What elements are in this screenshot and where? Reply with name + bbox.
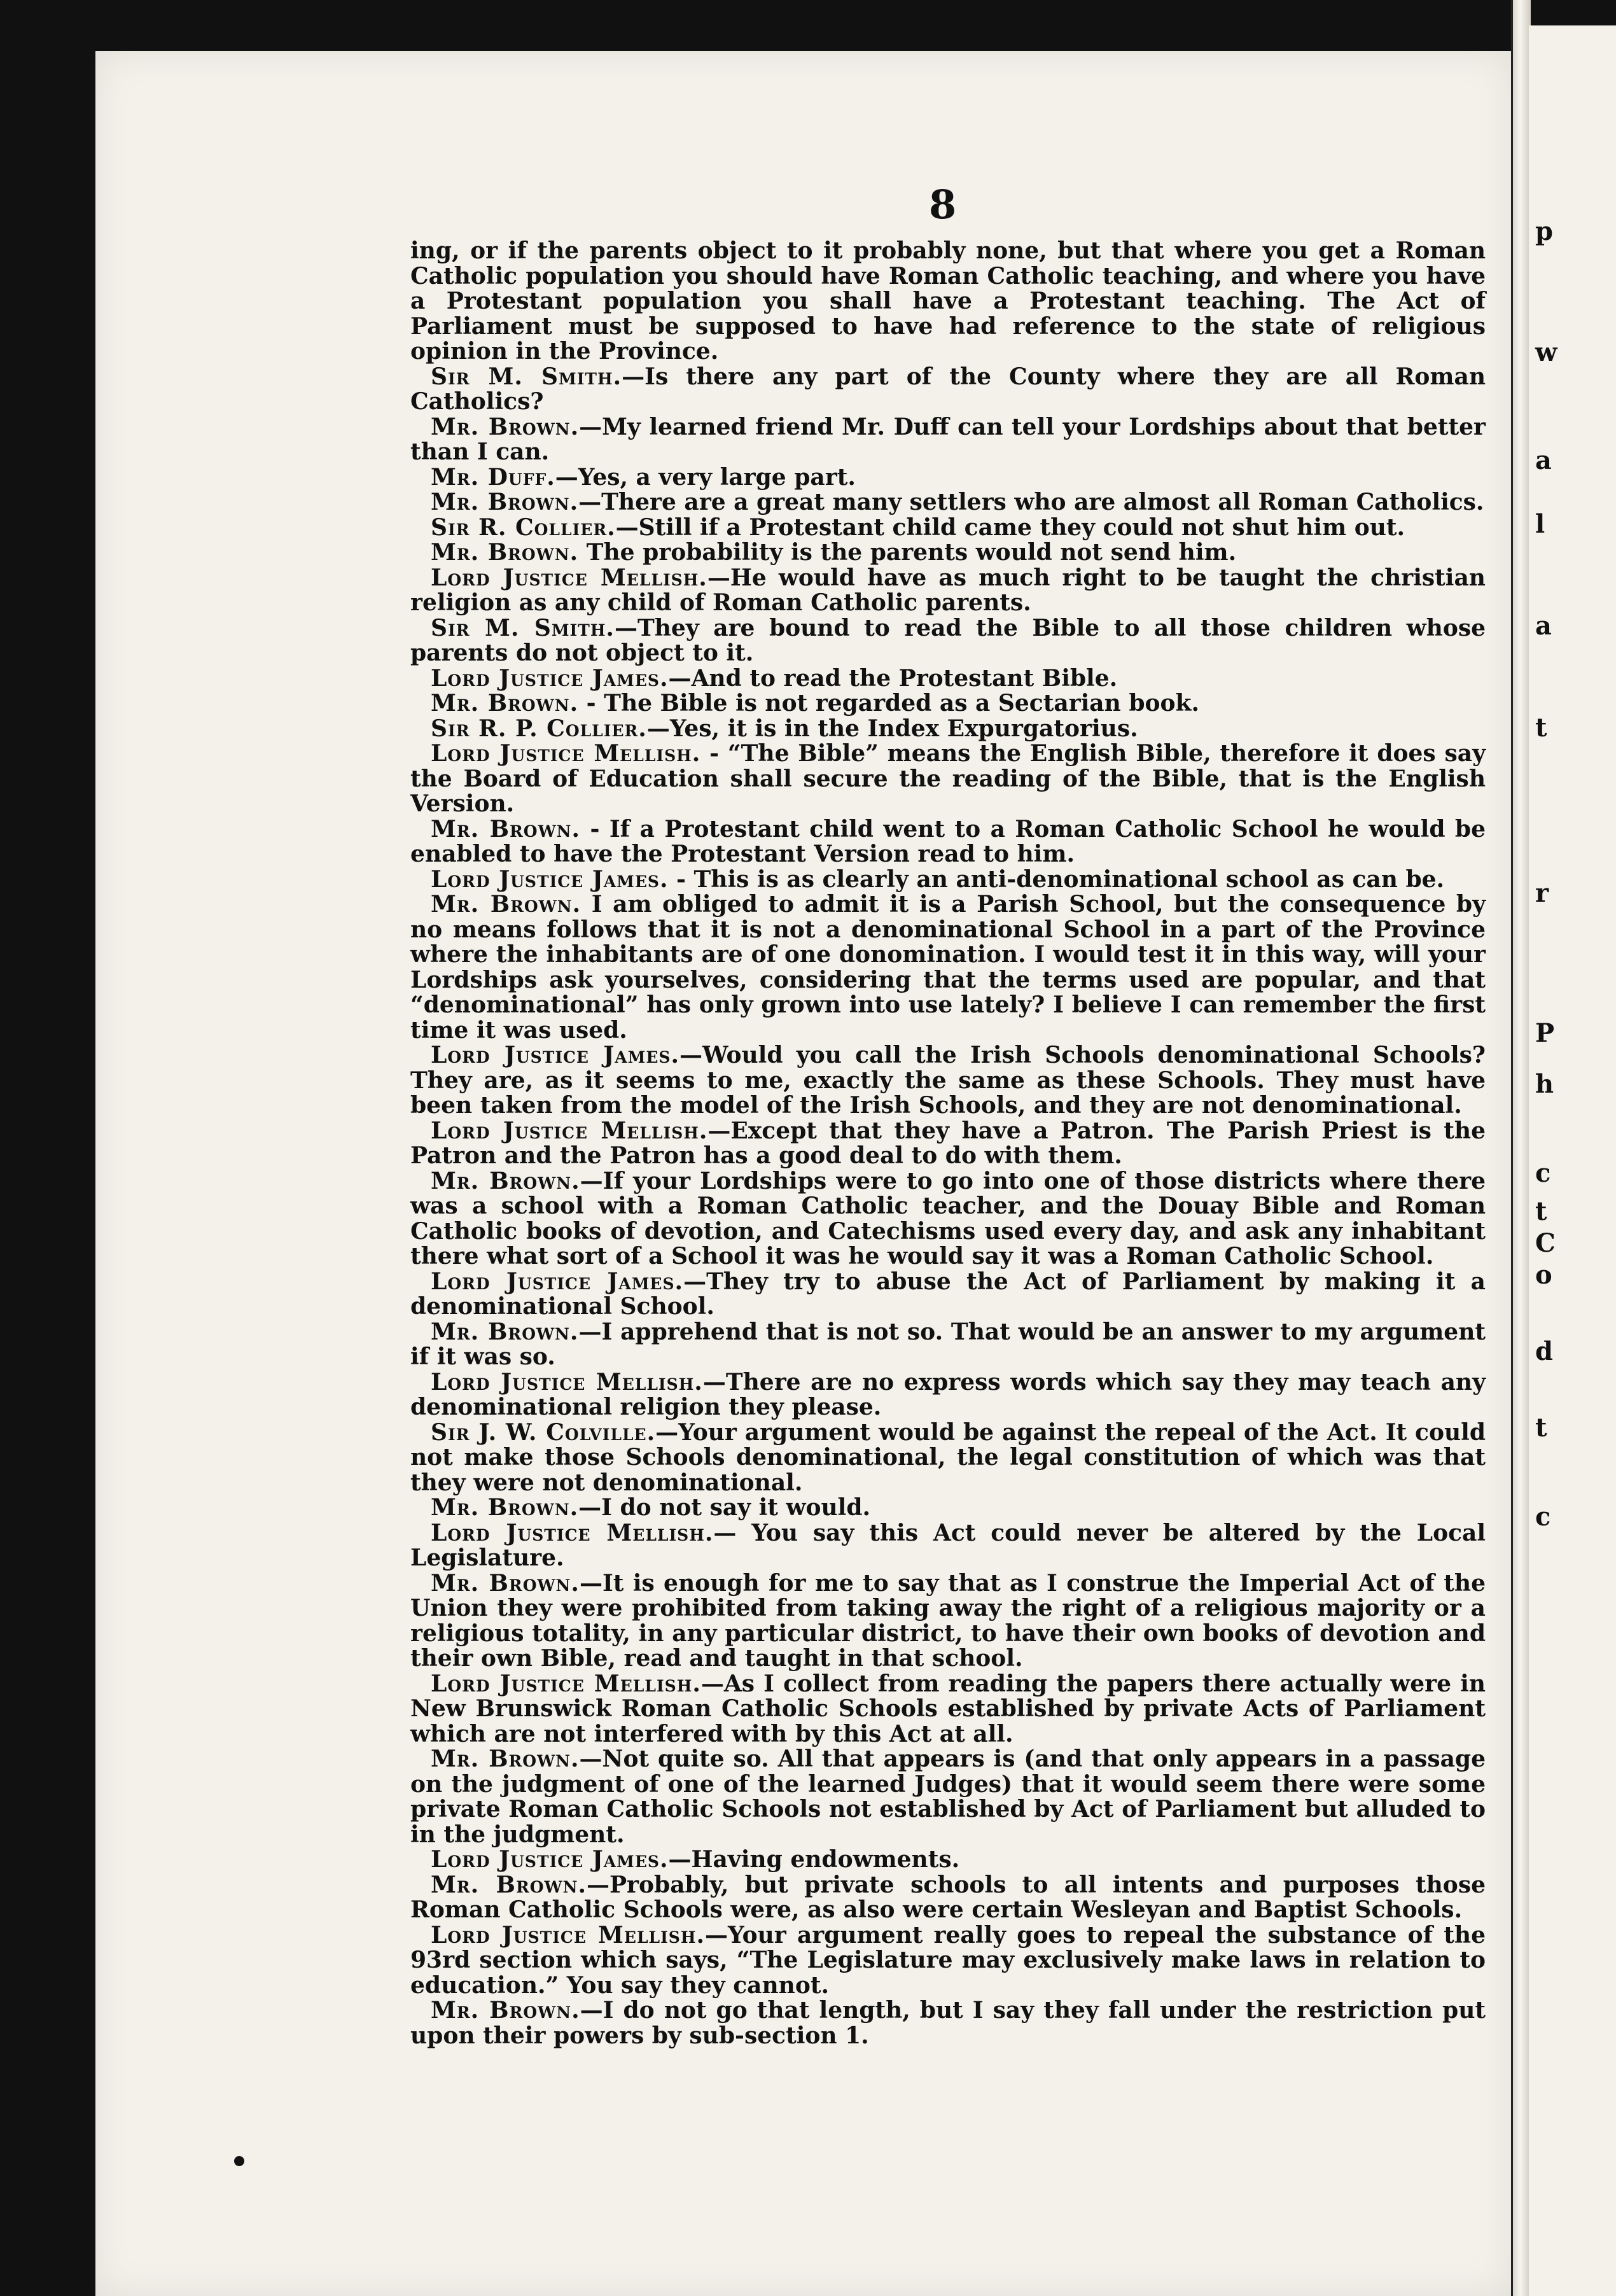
book-page xyxy=(95,51,1511,2296)
transcript-paragraph xyxy=(410,1043,1486,1119)
transcript-paragraph xyxy=(410,867,1486,893)
speaker-name: Lord Justice Mellish. xyxy=(431,1519,714,1546)
speaker-name: Mr. Duff. xyxy=(431,463,555,491)
adjacent-page-letter: t xyxy=(1535,713,1547,743)
speech-text: —Your argument would be against the repeal of the Act. It could not make those Schools denominational, the legal constitution of which was that they were not denominational. xyxy=(410,1418,1486,1496)
adjacent-page-letter: o xyxy=(1535,1260,1552,1290)
transcript-paragraph xyxy=(410,1370,1486,1420)
speech-text: —And to read the Protestant Bible. xyxy=(668,664,1118,692)
speaker-name: Sir J. W. Colville. xyxy=(431,1418,656,1446)
speaker-name: Mr. Brown. xyxy=(431,1494,579,1521)
speaker-name: Lord Justice Mellish. xyxy=(431,740,701,767)
speaker-name: Mr. Brown. xyxy=(431,539,579,566)
adjacent-page-letter: r xyxy=(1535,878,1549,908)
speech-text: —I do not say it would. xyxy=(578,1494,871,1521)
speech-text: —Your argument really goes to repeal the substance of the 93rd section which says, “The Legislature may exclusively make laws in relation to education.” You say they cannot. xyxy=(410,1921,1486,1999)
transcript-paragraph xyxy=(410,1998,1486,2048)
transcript-paragraph xyxy=(410,1923,1486,1999)
adjacent-page-letter: t xyxy=(1535,1196,1547,1226)
speech-text: —Yes, it is in the Index Expurgatorius. xyxy=(646,715,1138,742)
speech-text: - “The Bible” means the English Bible, therefore it does say the Board of Education shall secure the reading of the Bible, that is the English Version. xyxy=(410,740,1486,817)
speaker-name: Mr. Brown. xyxy=(431,413,580,440)
speech-text: —Probably, but private schools to all intents and purposes those Roman Catholic Schools were, as also were certain Wesleyan and Baptist Schools. xyxy=(410,1871,1486,1923)
transcript-paragraph xyxy=(410,1571,1486,1672)
speaker-name: Lord Justice James. xyxy=(431,865,669,893)
adjacent-page-letter: l xyxy=(1535,509,1545,539)
adjacent-page-letter: a xyxy=(1535,445,1552,475)
speech-text: —They are bound to read the Bible to all those children whose parents do not object to it. xyxy=(410,614,1486,666)
transcript-paragraph xyxy=(410,892,1486,1043)
speaker-name: Lord Justice James. xyxy=(431,1846,669,1873)
transcript-paragraph xyxy=(410,616,1486,666)
speaker-name: Mr. Brown. xyxy=(431,690,579,717)
speech-text: - If a Protestant child went to a Roman Catholic School he would be enabled to have the Protestant Version read to him. xyxy=(410,815,1486,867)
speaker-name: Mr. Brown. xyxy=(431,891,582,918)
speaker-name: Mr. Brown. xyxy=(431,1569,580,1597)
transcript-paragraph xyxy=(410,1320,1486,1370)
speech-text: - This is as clearly an anti-denominational school as can be. xyxy=(668,865,1445,893)
speaker-name: Mr. Brown. xyxy=(431,815,581,843)
transcript-paragraph xyxy=(410,817,1486,867)
adjacent-page-letter: t xyxy=(1535,1413,1547,1443)
speech-text: —He would have as much right to be taught the christian religion as any child of Roman Catholic parents. xyxy=(410,564,1486,616)
speech-text: —Having endowments. xyxy=(668,1846,960,1873)
speaker-name: Mr. Brown. xyxy=(431,1167,580,1194)
transcript-paragraph xyxy=(410,1672,1486,1747)
transcript-paragraph xyxy=(410,1873,1486,1923)
speech-text: —It is enough for me to say that as I construe the Imperial Act of the Union they were prohibited from taking away the right of a religious majority or a religious totality, in any particular district, to have their own books of devotion and their own Bible, read and taught in that school. xyxy=(410,1569,1486,1672)
speech-text: —Would you call the Irish Schools denominational Schools? They are, as it seems to me, exactly the same as these Schools. They must have been taken from the model of the Irish Schools, and they are not denominational. xyxy=(410,1042,1486,1119)
speaker-name: Sir M. Smith. xyxy=(431,363,622,390)
speaker-name: Sir R. Collier. xyxy=(431,514,616,541)
speaker-name: Lord Justice James. xyxy=(431,1042,679,1068)
speech-text: —My learned friend Mr. Duff can tell your Lordships about that better than I can. xyxy=(410,413,1486,465)
adjacent-page-letter: P xyxy=(1535,1018,1555,1048)
speech-text: The probability is the parents would not send him. xyxy=(578,539,1237,566)
transcript-paragraph xyxy=(410,1119,1486,1169)
speech-text: —I apprehend that is not so. That would be an answer to my argument if it was so. xyxy=(410,1318,1486,1370)
speaker-name: Lord Justice Mellish. xyxy=(431,1368,703,1396)
speaker-name: Mr. Brown. xyxy=(431,1746,580,1772)
speech-text: ing, or if the parents object to it probably none, but that where you get a Roman Catholic population you should have Roman Catholic teaching, and where you have a Protestant population you shall have a Protestant teaching. The Act of Parliament must be supposed to have had reference to the state of religious opinion in the Province. xyxy=(410,237,1486,365)
speaker-name: Lord Justice Mellish. xyxy=(431,1921,706,1949)
page-number: 8 xyxy=(929,181,957,228)
speaker-name: Mr. Brown. xyxy=(431,1318,579,1345)
speech-text: —There are no express words which say they may teach any denominational religion they please. xyxy=(410,1368,1486,1420)
speech-text: —Still if a Protestant child came they could not shut him out. xyxy=(615,514,1405,541)
transcript-paragraph xyxy=(410,741,1486,817)
transcript-paragraph xyxy=(410,465,1486,491)
speaker-name: Mr. Brown. xyxy=(431,1997,580,2024)
transcript-paragraph xyxy=(410,1270,1486,1320)
transcript-paragraph xyxy=(410,239,1486,365)
adjacent-page-letter: d xyxy=(1535,1336,1553,1366)
speaker-name: Lord Justice Mellish. xyxy=(431,1117,708,1144)
speaker-name: Sir R. P. Collier. xyxy=(431,715,647,742)
adjacent-page-letter: C xyxy=(1535,1228,1556,1258)
speech-text: I am obliged to admit it is a Parish School, but the consequence by no means follows that it is not a denominational School in a part of the Province where the inhabitants are of one donomination. I would test it in this way, will your Lordships ask yourselves, considering that the terms used are popular, and that “denominational” has only grown into use lately? I believe I can remember the first time it was used. xyxy=(410,891,1486,1044)
adjacent-page-letter: w xyxy=(1535,337,1557,367)
transcript-paragraph xyxy=(410,1169,1486,1270)
page-gutter xyxy=(1511,0,1531,2296)
transcript-paragraph xyxy=(410,566,1486,616)
speech-text: - The Bible is not regarded as a Sectarian book. xyxy=(578,690,1199,717)
transcript-paragraph xyxy=(410,1420,1486,1496)
transcript-paragraph xyxy=(410,1747,1486,1847)
transcript-paragraph xyxy=(410,515,1486,541)
transcript-paragraph xyxy=(410,415,1486,465)
speaker-name: Mr. Brown. xyxy=(431,489,579,515)
speaker-name: Lord Justice James. xyxy=(431,664,669,692)
adjacent-page-letter: a xyxy=(1535,611,1552,641)
transcript-paragraph xyxy=(410,717,1486,742)
speech-text: —I do not go that length, but I say they fall under the restriction put upon their powers by sub-section 1. xyxy=(410,1997,1486,2049)
adjacent-page-letter: h xyxy=(1535,1069,1554,1099)
adjacent-page-letter: c xyxy=(1535,1502,1551,1532)
speech-text: — You say this Act could never be altered by the Local Legislature. xyxy=(410,1519,1486,1571)
speech-text: —Not quite so. All that appears is (and that only appears in a passage on the judgment of one of the learned Judges) that it would seem there were some private Roman Catholic Schools not established by Act of Parliament but alluded to in the judgment. xyxy=(410,1746,1486,1848)
transcript-paragraph xyxy=(410,1495,1486,1521)
adjacent-page-letter: p xyxy=(1535,216,1553,246)
transcript-paragraph xyxy=(410,691,1486,717)
speech-text: —If your Lordships were to go into one of those districts where there was a school with a Roman Catholic teacher, and the Douay Bible and Roman Catholic books of devotion, and Catechisms used every day, and ask any inhabitant there what sort of a School it was he would say it was a Roman Catholic School. xyxy=(410,1167,1486,1270)
speech-text: —They try to abuse the Act of Parliament by making it a denominational School. xyxy=(410,1268,1486,1320)
ink-smudge xyxy=(234,2156,244,2166)
transcript-body xyxy=(410,239,1486,2048)
transcript-paragraph xyxy=(410,540,1486,566)
transcript-paragraph xyxy=(410,1521,1486,1571)
speaker-name: Mr. Brown. xyxy=(431,1871,587,1898)
transcript-paragraph xyxy=(410,490,1486,515)
speech-text: —There are a great many settlers who are almost all Roman Catholics. xyxy=(578,489,1484,515)
adjacent-page-letter: c xyxy=(1535,1158,1551,1188)
speech-text: —As I collect from reading the papers there actually were in New Brunswick Roman Catholic Schools established by private Acts of Parliament which are not interfered with by this Act at all. xyxy=(410,1670,1486,1747)
transcript-paragraph xyxy=(410,666,1486,692)
speaker-name: Sir M. Smith. xyxy=(431,614,615,641)
speech-text: —Except that they have a Patron. The Parish Priest is the Patron and the Patron has a good deal to do with them. xyxy=(410,1117,1486,1169)
transcript-paragraph xyxy=(410,1847,1486,1873)
speech-text: —Yes, a very large part. xyxy=(555,463,856,491)
speech-text: —Is there any part of the County where they are all Roman Catholics? xyxy=(410,363,1486,415)
speaker-name: Lord Justice Mellish. xyxy=(431,1670,701,1697)
adjacent-page-edge xyxy=(1529,25,1616,2296)
transcript-paragraph xyxy=(410,365,1486,415)
speaker-name: Lord Justice James. xyxy=(431,1268,684,1295)
speaker-name: Lord Justice Mellish. xyxy=(431,564,707,591)
